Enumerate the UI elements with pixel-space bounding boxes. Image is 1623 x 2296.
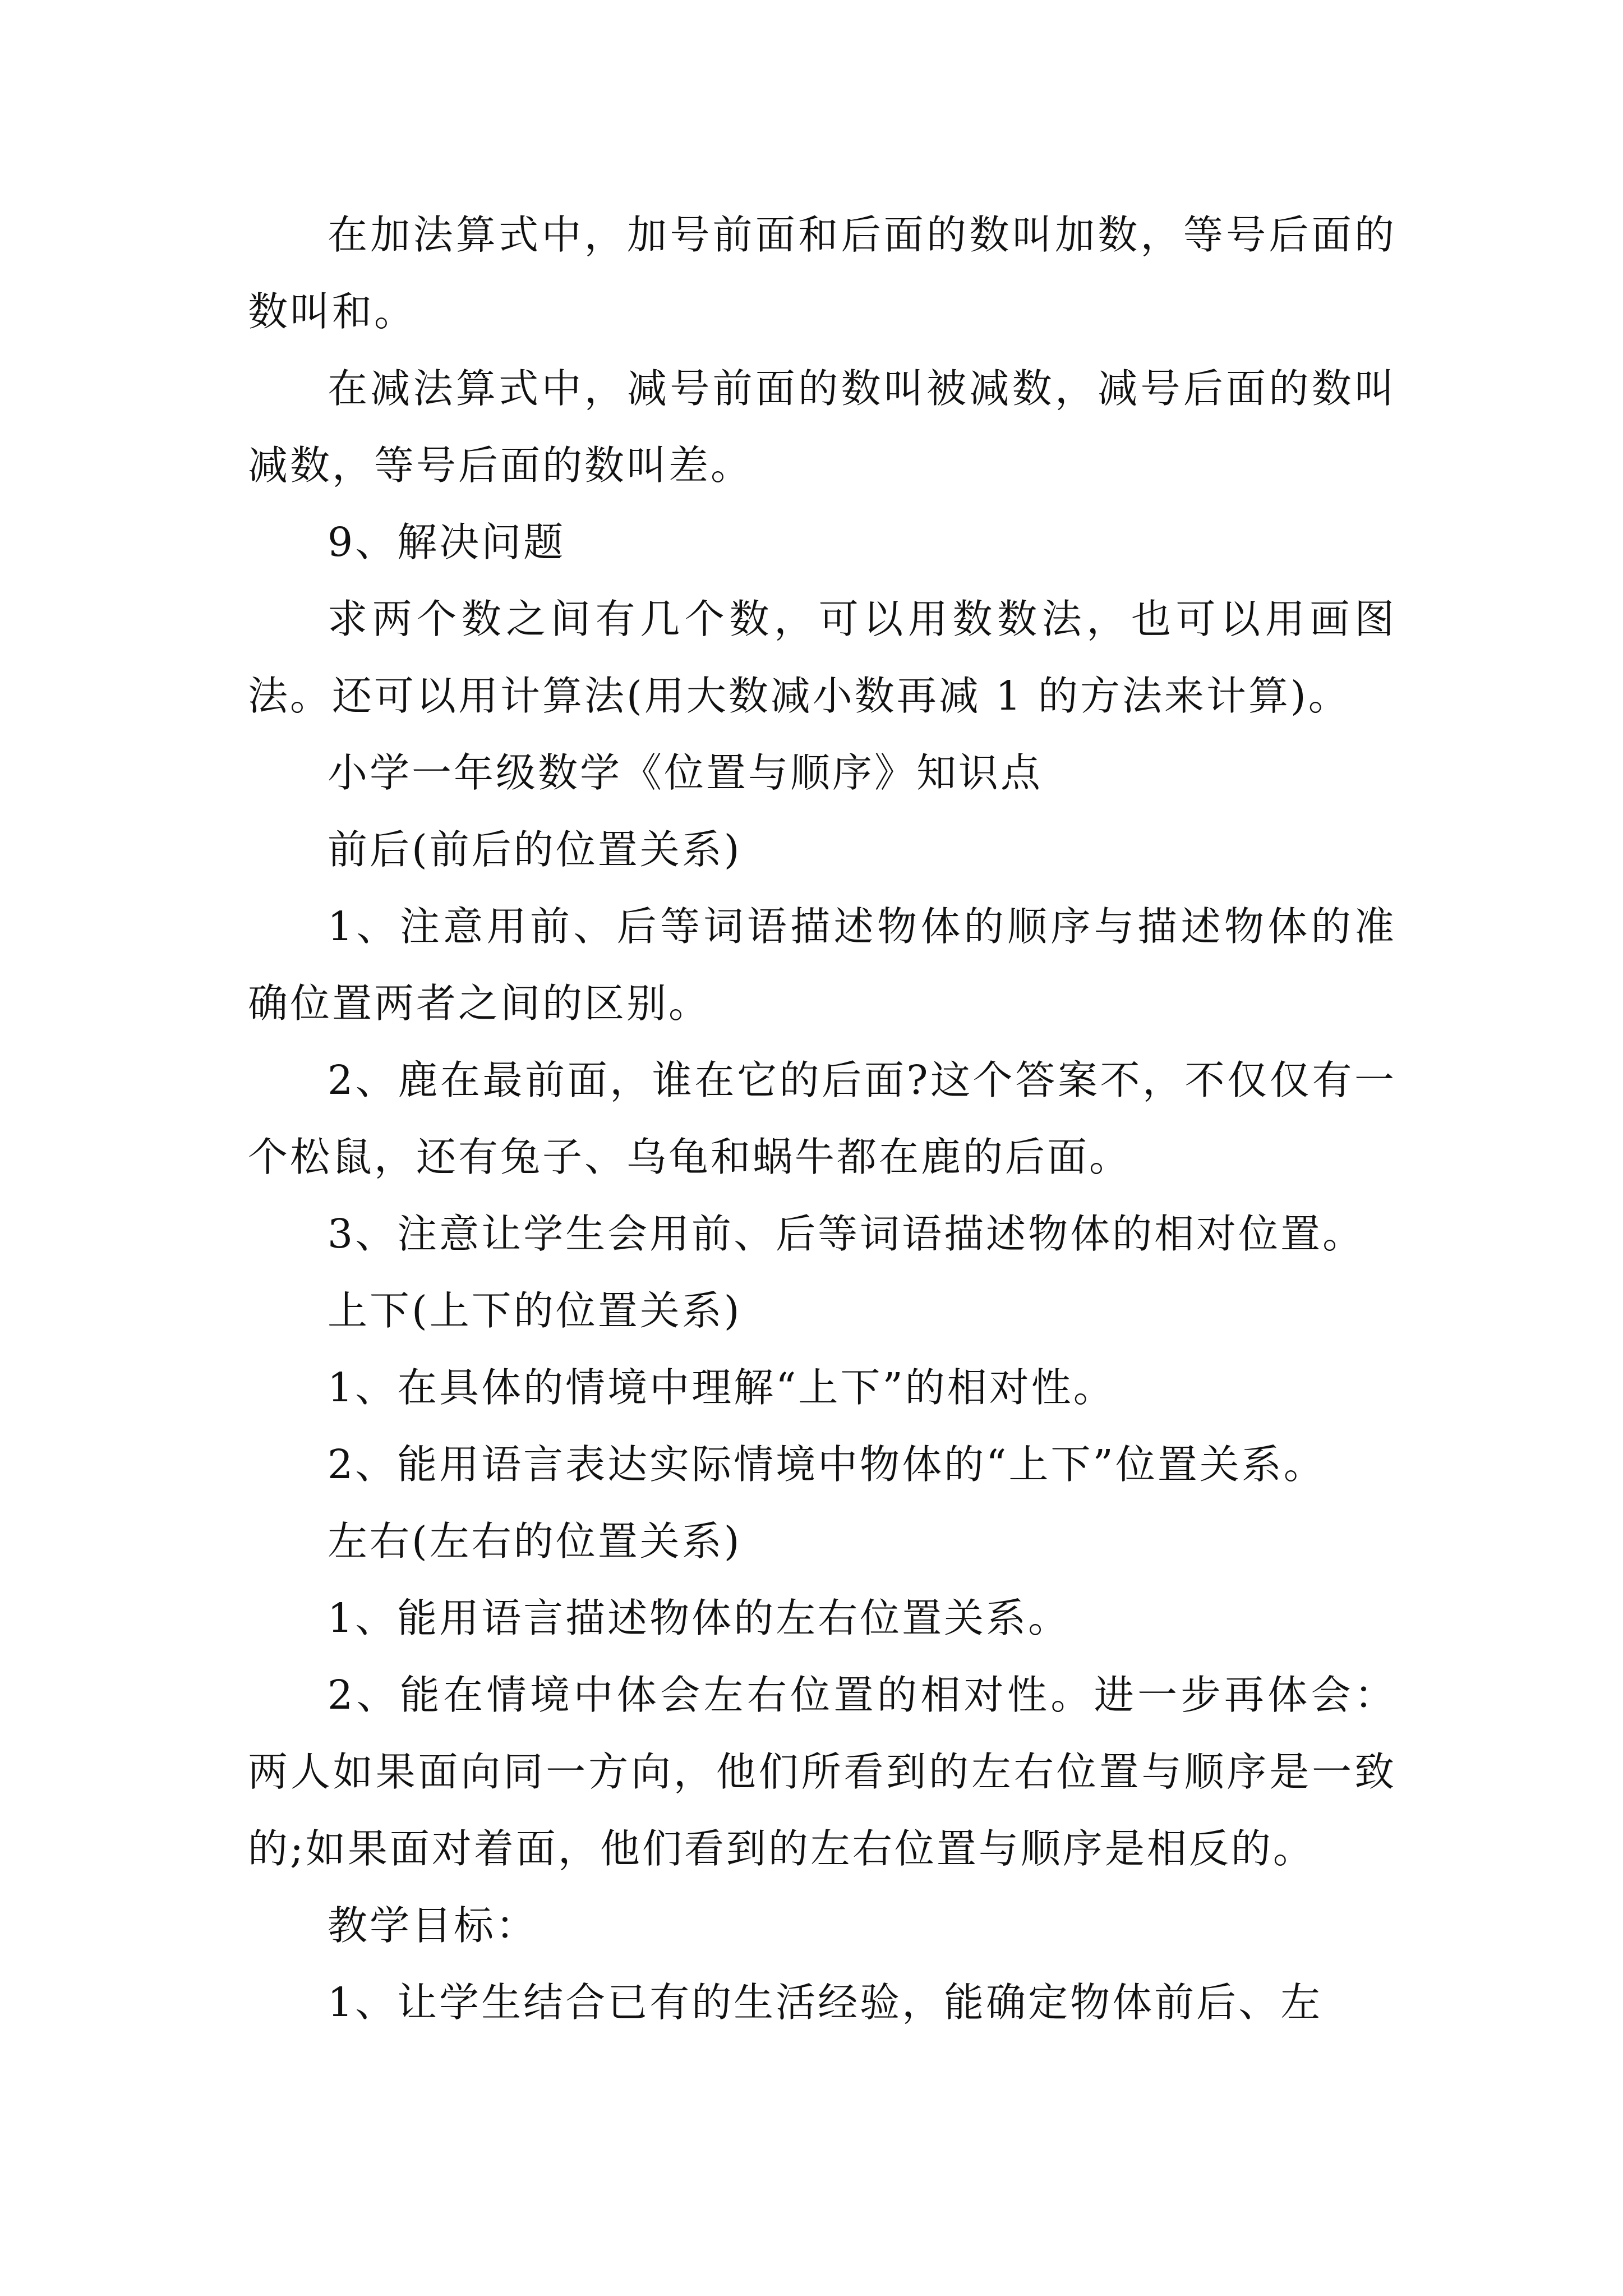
heading-teaching-goals: 教学目标：	[328, 1902, 538, 1949]
heading-up-down: 上下(上下的位置关系)	[328, 1287, 742, 1334]
paragraph-front-back-1: 1、注意用前、后等词语描述物体的顺序与描述物体的准确位置两者之间的区别。	[248, 903, 1396, 1027]
paragraph-left-right-2: 2、能在情境中体会左右位置的相对性。进一步再体会：两人如果面向同一方向，他们所看到的左右位置与顺序是一致的;如果面对着面，他们看到的左右位置与顺序是相反的。	[248, 1672, 1396, 1872]
paragraph-count-between: 求两个数之间有几个数，可以用数数法，也可以用画图法。还可以用计算法(用大数减小数再减 1 的方法来计算)。	[248, 596, 1396, 719]
paragraph-front-back-2: 2、鹿在最前面，谁在它的后面?这个答案不，不仅仅有一个松鼠，还有兔子、乌龟和蜗牛都在鹿的后面。	[248, 1057, 1396, 1180]
paragraph-front-back-3: 3、注意让学生会用前、后等词语描述物体的相对位置。	[328, 1211, 1365, 1257]
heading-left-right: 左右(左右的位置关系)	[328, 1518, 742, 1565]
heading-solve-problems: 9、解决问题	[328, 519, 566, 565]
paragraph-teaching-goal-1: 1、让学生结合已有的生活经验，能确定物体前后、左	[328, 1979, 1323, 2026]
paragraph-addition-terms: 在加法算式中，加号前面和后面的数叫加数，等号后面的数叫和。	[248, 211, 1396, 335]
paragraph-subtraction-terms: 在减法算式中，减号前面的数叫被减数，减号后面的数叫减数，等号后面的数叫差。	[248, 365, 1396, 489]
paragraph-up-down-2: 2、能用语言表达实际情境中物体的“上下”位置关系。	[328, 1441, 1326, 1488]
heading-position-order: 小学一年级数学《位置与顺序》知识点	[328, 749, 1043, 796]
paragraph-up-down-1: 1、在具体的情境中理解“上下”的相对性。	[328, 1364, 1115, 1411]
document-body	[248, 196, 1396, 2041]
paragraph-left-right-1: 1、能用语言描述物体的左右位置关系。	[328, 1595, 1071, 1641]
heading-front-back: 前后(前后的位置关系)	[328, 826, 742, 873]
